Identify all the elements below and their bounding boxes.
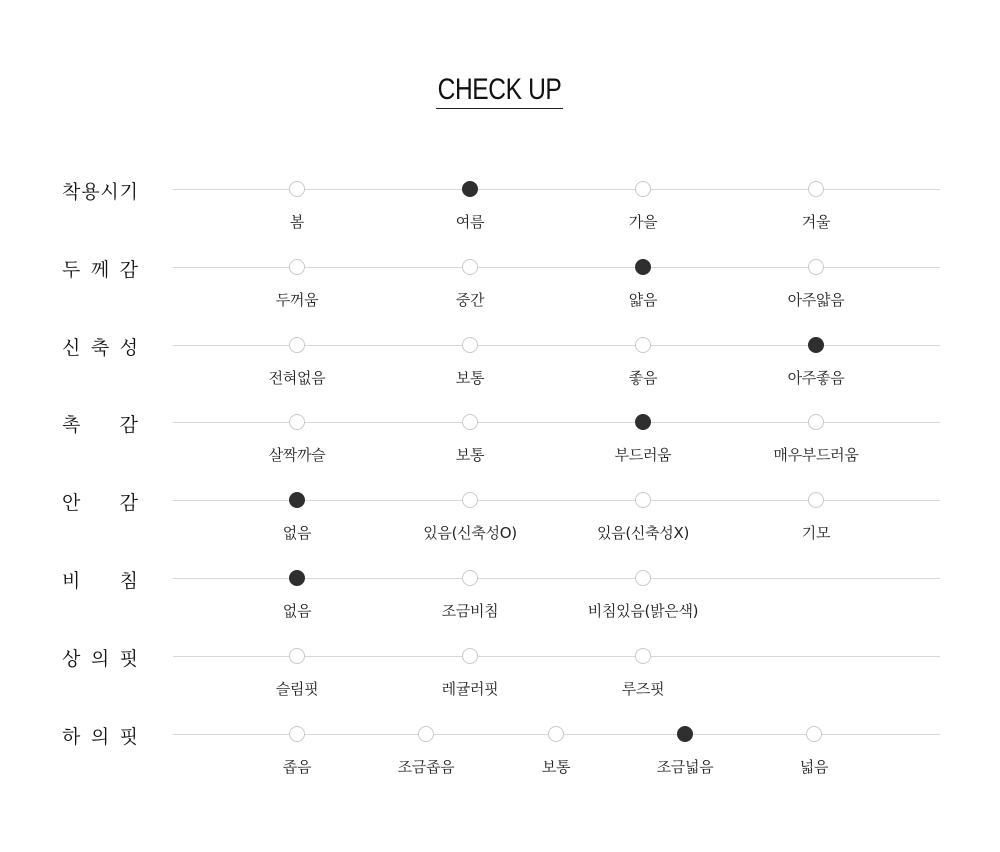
row-label-char: 축 bbox=[90, 337, 110, 359]
option-dot bbox=[418, 726, 434, 742]
row-label-char: 핏 bbox=[119, 726, 138, 748]
option-label: 아주얇음 bbox=[787, 291, 845, 309]
row-label-char: 감 bbox=[119, 414, 138, 436]
option-dot-selected bbox=[289, 570, 305, 586]
option-dot bbox=[462, 570, 478, 586]
option-label: 조금비침 bbox=[441, 602, 499, 620]
option-label: 여름 bbox=[455, 213, 485, 231]
option-dot bbox=[462, 648, 478, 664]
checkup-row bbox=[0, 648, 1000, 726]
option-label: 중간 bbox=[455, 291, 485, 309]
row-label-char: 하 bbox=[62, 726, 81, 748]
row-label-char: 신 bbox=[62, 337, 81, 359]
option-dot-selected bbox=[289, 492, 305, 508]
option-dot bbox=[806, 726, 822, 742]
option-label: 루즈핏 bbox=[621, 680, 665, 698]
option-label: 살짝까슬 bbox=[268, 446, 326, 464]
row-label-char: 성 bbox=[119, 337, 138, 359]
option-dot bbox=[808, 492, 824, 508]
option-label: 매우부드러움 bbox=[773, 446, 859, 464]
option-dot-selected bbox=[635, 414, 651, 430]
checkup-row bbox=[0, 414, 1000, 492]
option-dot-selected bbox=[635, 259, 651, 275]
option-label: 봄 bbox=[289, 213, 305, 231]
row-label bbox=[62, 722, 138, 746]
option-label: 보통 bbox=[455, 446, 485, 464]
option-dot-selected bbox=[677, 726, 693, 742]
option-dot bbox=[462, 414, 478, 430]
row-label-char: 안 bbox=[62, 492, 81, 514]
option-label: 있음(신축성X) bbox=[596, 524, 690, 542]
option-label: 부드러움 bbox=[614, 446, 672, 464]
option-label: 겨울 bbox=[801, 213, 831, 231]
row-label-char: 감 bbox=[119, 492, 138, 514]
row-label-char: 핏 bbox=[119, 648, 138, 670]
checkup-row bbox=[0, 492, 1000, 570]
option-dot bbox=[289, 337, 305, 353]
option-dot bbox=[289, 259, 305, 275]
checkup-title-wrap bbox=[0, 72, 1000, 109]
option-dot bbox=[548, 726, 564, 742]
option-label: 가을 bbox=[628, 213, 658, 231]
option-label: 조금좁음 bbox=[397, 758, 455, 776]
option-label: 레귤러핏 bbox=[441, 680, 499, 698]
option-dot bbox=[808, 259, 824, 275]
row-label bbox=[62, 255, 138, 279]
option-label: 있음(신축성O) bbox=[423, 524, 517, 542]
row-label-char: 시 bbox=[100, 181, 119, 203]
checkup-row bbox=[0, 337, 1000, 415]
option-dot bbox=[289, 414, 305, 430]
row-label bbox=[62, 333, 138, 357]
option-dot bbox=[289, 181, 305, 197]
row-label-char: 의 bbox=[90, 726, 110, 748]
row-label-char: 비 bbox=[62, 570, 81, 592]
row-label-char: 촉 bbox=[62, 414, 81, 436]
row-label-char: 침 bbox=[119, 570, 138, 592]
row-label bbox=[62, 644, 138, 668]
option-dot bbox=[289, 648, 305, 664]
row-label bbox=[62, 488, 138, 512]
checkup-row bbox=[0, 570, 1000, 648]
row-label-char: 상 bbox=[62, 648, 81, 670]
option-label: 얇음 bbox=[628, 291, 658, 309]
option-label: 두꺼움 bbox=[275, 291, 319, 309]
option-label: 보통 bbox=[455, 369, 485, 387]
checkup-row bbox=[0, 726, 1000, 804]
option-label: 없음 bbox=[282, 602, 312, 620]
option-dot bbox=[635, 570, 651, 586]
option-dot bbox=[635, 181, 651, 197]
option-label: 좋음 bbox=[628, 369, 658, 387]
row-label-char: 감 bbox=[119, 259, 138, 281]
checkup-row bbox=[0, 259, 1000, 337]
option-dot-selected bbox=[808, 337, 824, 353]
row-label-char: 두 bbox=[62, 259, 81, 281]
row-label-char: 기 bbox=[119, 181, 138, 203]
row-label-char: 착 bbox=[62, 181, 81, 203]
option-dot bbox=[635, 492, 651, 508]
option-dot bbox=[808, 414, 824, 430]
option-label: 없음 bbox=[282, 524, 312, 542]
option-dot bbox=[635, 337, 651, 353]
option-dot bbox=[635, 648, 651, 664]
row-label bbox=[62, 566, 138, 590]
option-label: 넓음 bbox=[799, 758, 829, 776]
row-label bbox=[62, 410, 138, 434]
option-label: 전혀없음 bbox=[268, 369, 326, 387]
option-label: 아주좋음 bbox=[787, 369, 845, 387]
option-label: 비침있음(밝은색) bbox=[587, 602, 699, 620]
option-label: 좁음 bbox=[282, 758, 312, 776]
option-label: 기모 bbox=[801, 524, 831, 542]
option-label: 슬림핏 bbox=[275, 680, 319, 698]
option-label: 보통 bbox=[541, 758, 571, 776]
option-dot bbox=[289, 726, 305, 742]
row-label-char: 의 bbox=[90, 648, 110, 670]
option-dot bbox=[808, 181, 824, 197]
option-dot bbox=[462, 492, 478, 508]
row-label-char: 께 bbox=[90, 259, 110, 281]
row-label bbox=[62, 177, 138, 201]
option-dot bbox=[462, 337, 478, 353]
option-label: 조금넓음 bbox=[656, 758, 714, 776]
option-dot-selected bbox=[462, 181, 478, 197]
row-label-char: 용 bbox=[81, 181, 100, 203]
checkup-row bbox=[0, 181, 1000, 259]
page-title: CHECK UP bbox=[436, 72, 563, 109]
option-dot bbox=[462, 259, 478, 275]
